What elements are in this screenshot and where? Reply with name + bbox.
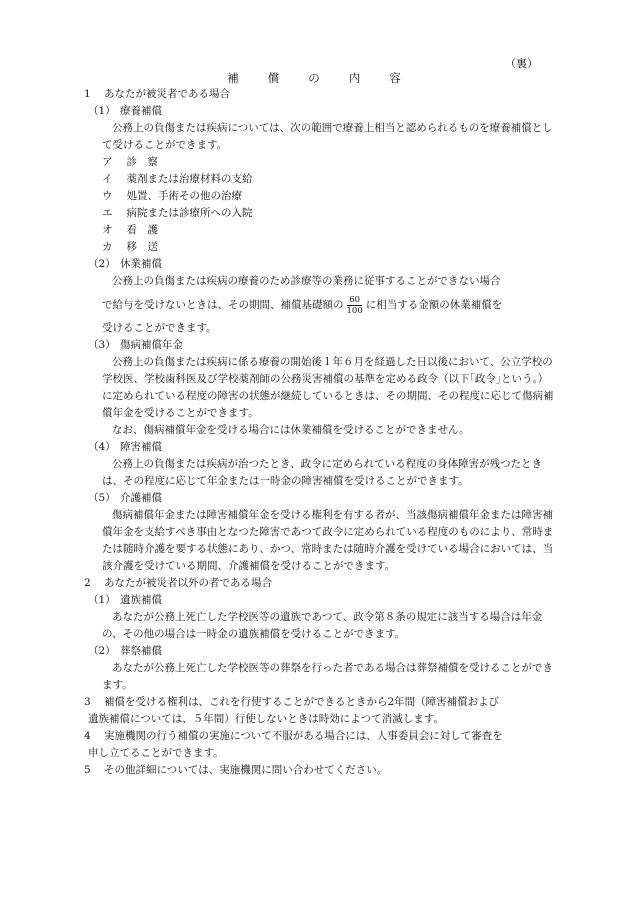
item-marker: オ	[102, 224, 113, 236]
page-side-label: （裏）	[505, 57, 538, 70]
list-item	[84, 222, 554, 239]
subsection-number: （3）	[88, 339, 116, 351]
section-text: その他詳細については、実施機関に問い合わせてください。	[104, 764, 388, 776]
item-text: 処置、手術その他の治療	[126, 190, 242, 202]
section-text: 補償を受ける権利は、これを行使することができるときから2年間（障害補償および	[104, 696, 500, 708]
item-text: 診 察	[126, 156, 158, 168]
section-title: あなたが被災者である場合	[104, 88, 230, 100]
subsection-title: 療養補償	[120, 105, 162, 117]
text-before-fraction: で給与を受けないときは、その期間、補償基礎額の	[102, 298, 344, 311]
paragraph-izoku: あなたが公務上死亡した学校医等の遺族であつて、政令第８条の規定に該当する場合は年金の、その他の場合は一時金の遺族補償を受けることができます。	[102, 611, 543, 640]
subsection-1-3-heading	[84, 337, 554, 354]
section-4-continued: 申し立てることができます。	[88, 747, 224, 759]
paragraph-kyugyo-3: 受けることができます。	[102, 322, 217, 334]
item-text: 移 送	[126, 241, 158, 253]
section-number: 4	[84, 730, 91, 742]
item-marker: カ	[102, 241, 113, 253]
item-text: 看 護	[126, 224, 158, 236]
subsection-number: （4）	[88, 441, 116, 453]
paragraph-kyugyo-2	[84, 290, 554, 320]
subsection-1-5-heading	[84, 490, 554, 507]
subsection-1-1-heading	[84, 103, 554, 120]
subsection-number: （2）	[88, 645, 116, 657]
list-item	[84, 171, 554, 188]
section-1-heading	[84, 86, 554, 103]
section-title: あなたが被災者以外の者である場合	[104, 577, 272, 589]
list-item	[84, 239, 554, 256]
section-number: 2	[84, 577, 91, 589]
list-item	[84, 188, 554, 205]
item-text: 薬剤または治療材料の支給	[126, 173, 253, 185]
subsection-1-4-heading	[84, 439, 554, 456]
item-text: 病院または診療所への入院	[126, 207, 253, 219]
item-marker: ア	[102, 156, 113, 168]
section-number: 1	[84, 88, 91, 100]
section-5	[84, 762, 554, 779]
section-text: 実施機関の行う補償の実施について不服がある場合には、人事委員会に対して審査を	[104, 730, 503, 742]
subsection-number: （1）	[88, 594, 116, 606]
text-after-fraction: に相当する金額の休業補償を	[365, 298, 503, 311]
subsection-title: 葬祭補償	[120, 645, 162, 657]
fraction-numerator: 60	[349, 294, 361, 305]
subsection-title: 遺族補償	[120, 594, 162, 606]
section-number: 3	[84, 696, 91, 708]
item-marker: ウ	[102, 190, 113, 202]
fraction-denominator: 100	[346, 305, 363, 316]
paragraph-shobyo-note: なお、傷病補償年金を受ける場合には休業補償を受けることができません。	[112, 424, 470, 436]
subsection-number: （5）	[88, 492, 116, 504]
subsection-title: 傷病補償年金	[120, 339, 183, 351]
section-4	[84, 728, 554, 745]
document-body	[84, 86, 554, 779]
paragraph-kaigo: 傷病補償年金または障害補償年金を受ける権利を有する者が、当該傷病補償年金または障害補償年金を支給すべき事由となつた障害であつて政令に定められている程度のものにより、常時または随時介護を要する状態にあり、かつ、常時または随時介護を受けている場合においては、当該介護を受けている期間、介護補償を受けることができます。	[102, 509, 554, 572]
section-2-heading	[84, 575, 554, 592]
paragraph-ryoyo: 公務上の負傷または疾病については、次の範囲で療養上相当と認められるものを療養補償として受けることができます。	[102, 122, 553, 151]
subsection-title: 介護補償	[120, 492, 162, 504]
section-3-continued: 遺族補償については、５年間）行使しないときは時効によつて消滅します。	[88, 713, 444, 725]
subsection-title: 休業補償	[120, 258, 162, 270]
subsection-number: （1）	[88, 105, 116, 117]
item-marker: イ	[102, 173, 113, 185]
section-3	[84, 694, 554, 711]
subsection-2-1-heading	[84, 592, 554, 609]
item-marker: エ	[102, 207, 113, 219]
list-item	[84, 205, 554, 222]
section-number: 5	[84, 764, 91, 776]
subsection-2-2-heading	[84, 643, 554, 660]
document-title: 補 償 の 内 容	[227, 71, 403, 85]
fraction	[345, 295, 365, 316]
subsection-1-2-heading	[84, 256, 554, 273]
paragraph-kyugyo-1: 公務上の負傷または疾病の療養のため診療等の業務に従事することができない場合	[112, 275, 501, 287]
list-item	[84, 154, 554, 171]
subsection-number: （2）	[88, 258, 116, 270]
paragraph-sosai: あなたが公務上死亡した学校医等の葬祭を行った者である場合は葬祭補償を受けることができます。	[102, 662, 553, 691]
paragraph-shogai: 公務上の負傷または疾病が治つたとき、政令に定められている程度の身体障害が残つたときは、その程度に応じて年金または一時金の障害補償を受けることができます。	[102, 458, 543, 487]
subsection-title: 障害補償	[120, 441, 162, 453]
paragraph-shobyo: 公務上の負傷または疾病に係る療養の開始後１年６月を経過した日以後において、公立学校の学校医、学校歯科医及び学校薬剤師の公務災害補償の基準を定める政令（以下｢政令｣という。）に定められている程度の障害の状態が継続しているときは、その期間、その程度に応じて傷病補償年金を受けることができます。	[102, 356, 554, 419]
